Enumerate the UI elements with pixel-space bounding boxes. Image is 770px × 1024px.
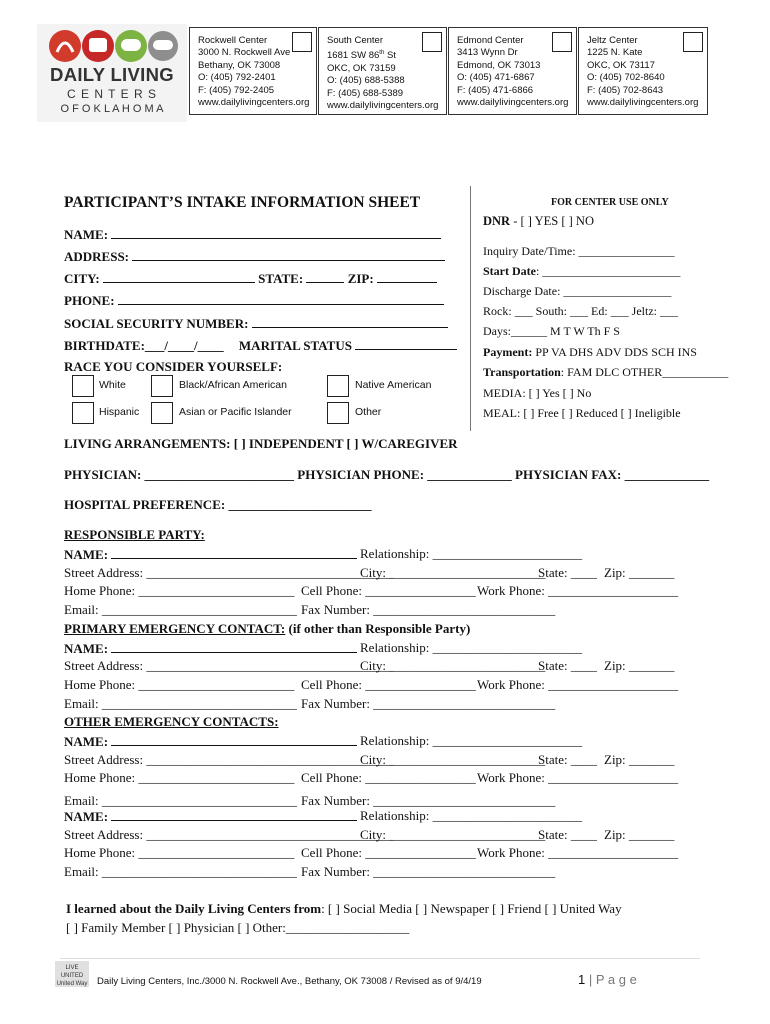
center-south xyxy=(318,27,447,115)
rp-street[interactable]: Street Address: ______________________________________ xyxy=(64,565,394,580)
center-edmond xyxy=(448,27,577,115)
rp-work-phone[interactable]: Work Phone: ____________________ xyxy=(477,583,679,598)
oc2-name-input[interactable] xyxy=(111,808,357,821)
oc1-fax[interactable]: Fax Number: ____________________________ xyxy=(301,793,556,808)
ssn-input[interactable] xyxy=(252,315,448,328)
city-state-zip-row: CITY: STATE: ZIP: xyxy=(64,270,437,287)
center-assignment[interactable]: Rock: ___ South: ___ Ed: ___ Jeltz: ___ xyxy=(483,304,678,318)
oc1-home-phone[interactable]: Home Phone: ________________________ xyxy=(64,770,295,785)
oc2-state[interactable]: State: ____ xyxy=(538,827,597,842)
center-use-panel xyxy=(470,186,729,431)
phone-input[interactable] xyxy=(118,292,444,305)
center-website: www.dailylivingcenters.org xyxy=(198,97,310,109)
oc1-street[interactable]: Street Address: ______________________________________ xyxy=(64,752,394,767)
center-city: Bethany, OK 73008 xyxy=(198,59,281,71)
race-hispanic-checkbox[interactable] xyxy=(72,402,94,424)
rp-city[interactable]: City: ________________________ xyxy=(360,565,546,580)
pc-email[interactable]: Email: ______________________________ xyxy=(64,696,297,711)
center-address: 3000 N. Rockwell Ave xyxy=(198,47,291,59)
pc-city[interactable]: City: ________________________ xyxy=(360,658,546,673)
center-address: 1681 SW 86th St xyxy=(327,50,396,62)
oc2-home-phone[interactable]: Home Phone: ________________________ xyxy=(64,845,295,860)
oc1-email[interactable]: Email: ______________________________ xyxy=(64,793,297,808)
logo-line1: DAILY LIVING xyxy=(50,64,174,85)
center-website: www.dailylivingcenters.org xyxy=(587,97,699,109)
phone-field: PHONE: xyxy=(64,292,444,309)
center-fax: F: (405) 702-8643 xyxy=(587,84,664,96)
pc-work-phone[interactable]: Work Phone: ____________________ xyxy=(477,677,679,692)
race-label: White xyxy=(99,379,126,391)
birthdate-marital-row: BIRTHDATE:___/____/____ MARITAL STATUS xyxy=(64,337,457,354)
marital-status-input[interactable] xyxy=(355,337,457,350)
pc-zip[interactable]: Zip: _______ xyxy=(604,658,675,673)
responsible-party-heading: RESPONSIBLE PARTY: xyxy=(64,527,205,542)
center-address: 3413 Wynn Dr xyxy=(457,47,518,59)
primary-contact-heading: PRIMARY EMERGENCY CONTACT: (if other than Responsible Party) xyxy=(64,621,471,636)
oc2-name: NAME: xyxy=(64,808,357,825)
center-address: 1225 N. Kate xyxy=(587,47,643,59)
pc-name-input[interactable] xyxy=(111,640,357,653)
oc1-relationship[interactable]: Relationship: _______________________ xyxy=(360,733,583,748)
race-question: RACE YOU CONSIDER YOURSELF: xyxy=(64,359,283,374)
center-name: Rockwell Center xyxy=(198,35,268,46)
logo-icons xyxy=(45,26,179,66)
oc1-state[interactable]: State: ____ xyxy=(538,752,597,767)
days-row[interactable]: Days:______ M T W Th F S xyxy=(483,324,620,338)
name-field: NAME: xyxy=(64,226,441,243)
other-contacts-heading: OTHER EMERGENCY CONTACTS: xyxy=(64,714,279,729)
rp-cell-phone[interactable]: Cell Phone: _________________ xyxy=(301,583,476,598)
start-date[interactable]: Start Date: _______________________ xyxy=(483,264,681,278)
state-input[interactable] xyxy=(306,270,344,283)
oc2-email[interactable]: Email: ______________________________ xyxy=(64,864,297,879)
center-office-phone: O: (405) 792-2401 xyxy=(198,72,276,84)
rp-email[interactable]: Email: ______________________________ xyxy=(64,602,297,617)
oc1-name-input[interactable] xyxy=(111,733,357,746)
center-checkbox[interactable] xyxy=(552,32,572,52)
pc-cell-phone[interactable]: Cell Phone: _________________ xyxy=(301,677,476,692)
birthdate-input[interactable]: BIRTHDATE:___/____/____ xyxy=(64,338,224,353)
oc1-name: NAME: xyxy=(64,733,357,750)
discharge-date[interactable]: Discharge Date: __________________ xyxy=(483,284,672,298)
footer-text: Daily Living Centers, Inc./3000 N. Rockwell Ave., Bethany, OK 73008 / Revised as of 9/4/19 xyxy=(97,976,482,987)
center-office-phone: O: (405) 471-6867 xyxy=(457,72,535,84)
race-label: Hispanic xyxy=(99,406,140,418)
rp-relationship[interactable]: Relationship: _______________________ xyxy=(360,546,583,561)
payment-row[interactable]: Payment: PP VA DHS ADV DDS SCH INS xyxy=(483,345,697,359)
oc2-relationship[interactable]: Relationship: _______________________ xyxy=(360,808,583,823)
address-input[interactable] xyxy=(132,248,445,261)
center-use-heading: FOR CENTER USE ONLY xyxy=(551,197,669,208)
center-jeltz xyxy=(578,27,708,115)
center-website: www.dailylivingcenters.org xyxy=(457,97,569,109)
center-office-phone: O: (405) 702-8640 xyxy=(587,72,665,84)
pc-home-phone[interactable]: Home Phone: ________________________ xyxy=(64,677,295,692)
race-black-checkbox[interactable] xyxy=(151,375,173,397)
center-checkbox[interactable] xyxy=(292,32,312,52)
oc1-cell-phone[interactable]: Cell Phone: _________________ xyxy=(301,770,476,785)
ssn-field: SOCIAL SECURITY NUMBER: xyxy=(64,315,448,332)
page-number: 1 | P a g e xyxy=(578,972,637,987)
hospital-preference[interactable]: HOSPITAL PREFERENCE: ______________________ xyxy=(64,497,372,512)
rp-name: NAME: xyxy=(64,546,357,563)
center-office-phone: O: (405) 688-5388 xyxy=(327,75,405,87)
pc-state[interactable]: State: ____ xyxy=(538,658,597,673)
center-city: OKC, OK 73117 xyxy=(587,59,655,71)
oc1-zip[interactable]: Zip: _______ xyxy=(604,752,675,767)
oc2-cell-phone[interactable]: Cell Phone: _________________ xyxy=(301,845,476,860)
center-name: South Center xyxy=(327,35,383,46)
logo-line2: C E N T E R S xyxy=(67,87,157,101)
rp-home-phone[interactable]: Home Phone: ________________________ xyxy=(64,583,295,598)
race-white-checkbox[interactable] xyxy=(72,375,94,397)
footer-divider xyxy=(60,958,700,959)
rp-state[interactable]: State: ____ xyxy=(538,565,597,580)
rp-name-input[interactable] xyxy=(111,546,357,559)
race-asian-checkbox[interactable] xyxy=(151,402,173,424)
oc2-work-phone[interactable]: Work Phone: ____________________ xyxy=(477,845,679,860)
oc1-city[interactable]: City: ________________________ xyxy=(360,752,546,767)
race-label: Asian or Pacific Islander xyxy=(179,406,292,418)
pc-relationship[interactable]: Relationship: _______________________ xyxy=(360,640,583,655)
race-native-checkbox[interactable] xyxy=(327,375,349,397)
race-label: Native American xyxy=(355,379,432,391)
zip-input[interactable] xyxy=(377,270,437,283)
center-checkbox[interactable] xyxy=(422,32,442,52)
physician-row[interactable]: PHYSICIAN: _______________________ PHYSICIAN PHONE: _____________ PHYSICIAN FAX: _____________ xyxy=(64,467,710,482)
dnr-row[interactable]: DNR - [ ] YES [ ] NO xyxy=(483,214,594,228)
center-city: OKC, OK 73159 xyxy=(327,62,396,74)
rp-fax[interactable]: Fax Number: ____________________________ xyxy=(301,602,556,617)
center-rockwell xyxy=(189,27,317,115)
center-checkbox[interactable] xyxy=(683,32,703,52)
united-way-logo: LIVE UNITED United Way xyxy=(55,961,89,987)
race-label: Other xyxy=(355,406,382,418)
address-field: ADDRESS: xyxy=(64,248,445,265)
logo xyxy=(37,24,187,122)
center-name: Jeltz Center xyxy=(587,35,638,46)
race-label: Black/African American xyxy=(179,379,287,391)
pc-fax[interactable]: Fax Number: ____________________________ xyxy=(301,696,556,711)
learned-about-row[interactable]: I learned about the Daily Living Centers from: [ ] Social Media [ ] Newspaper [ ] Friend [ ] United Way xyxy=(66,901,622,916)
transportation-row[interactable]: Transportation: FAM DLC OTHER___________ xyxy=(483,365,729,379)
page-title: PARTICIPANT’S INTAKE INFORMATION SHEET xyxy=(64,194,421,211)
logo-line3: O F O K L A H O M A xyxy=(60,103,164,115)
city-input[interactable] xyxy=(103,270,255,283)
center-name: Edmond Center xyxy=(457,35,524,46)
oc2-fax[interactable]: Fax Number: ____________________________ xyxy=(301,864,556,879)
oc2-zip[interactable]: Zip: _______ xyxy=(604,827,675,842)
race-other-checkbox[interactable] xyxy=(327,402,349,424)
learned-about-row-2[interactable]: [ ] Family Member [ ] Physician [ ] Other:___________________ xyxy=(66,920,410,935)
center-city: Edmond, OK 73013 xyxy=(457,59,541,71)
rp-zip[interactable]: Zip: _______ xyxy=(604,565,675,580)
pc-street[interactable]: Street Address: ______________________________________ xyxy=(64,658,394,673)
center-fax: F: (405) 471-6866 xyxy=(457,84,534,96)
center-fax: F: (405) 792-2405 xyxy=(198,84,275,96)
oc2-street[interactable]: Street Address: ______________________________________ xyxy=(64,827,394,842)
media-row[interactable]: MEDIA: [ ] Yes [ ] No xyxy=(483,386,592,400)
oc1-work-phone[interactable]: Work Phone: ____________________ xyxy=(477,770,679,785)
name-input[interactable] xyxy=(111,226,441,239)
oc2-city[interactable]: City: ________________________ xyxy=(360,827,546,842)
center-website: www.dailylivingcenters.org xyxy=(327,100,439,112)
center-fax: F: (405) 688-5389 xyxy=(327,87,404,99)
meal-row[interactable]: MEAL: [ ] Free [ ] Reduced [ ] Ineligible xyxy=(483,406,681,420)
pc-name: NAME: xyxy=(64,640,357,657)
inquiry-date[interactable]: Inquiry Date/Time: ________________ xyxy=(483,244,675,258)
living-arrangements[interactable]: LIVING ARRANGEMENTS: [ ] INDEPENDENT [ ] W/CAREGIVER xyxy=(64,436,458,451)
